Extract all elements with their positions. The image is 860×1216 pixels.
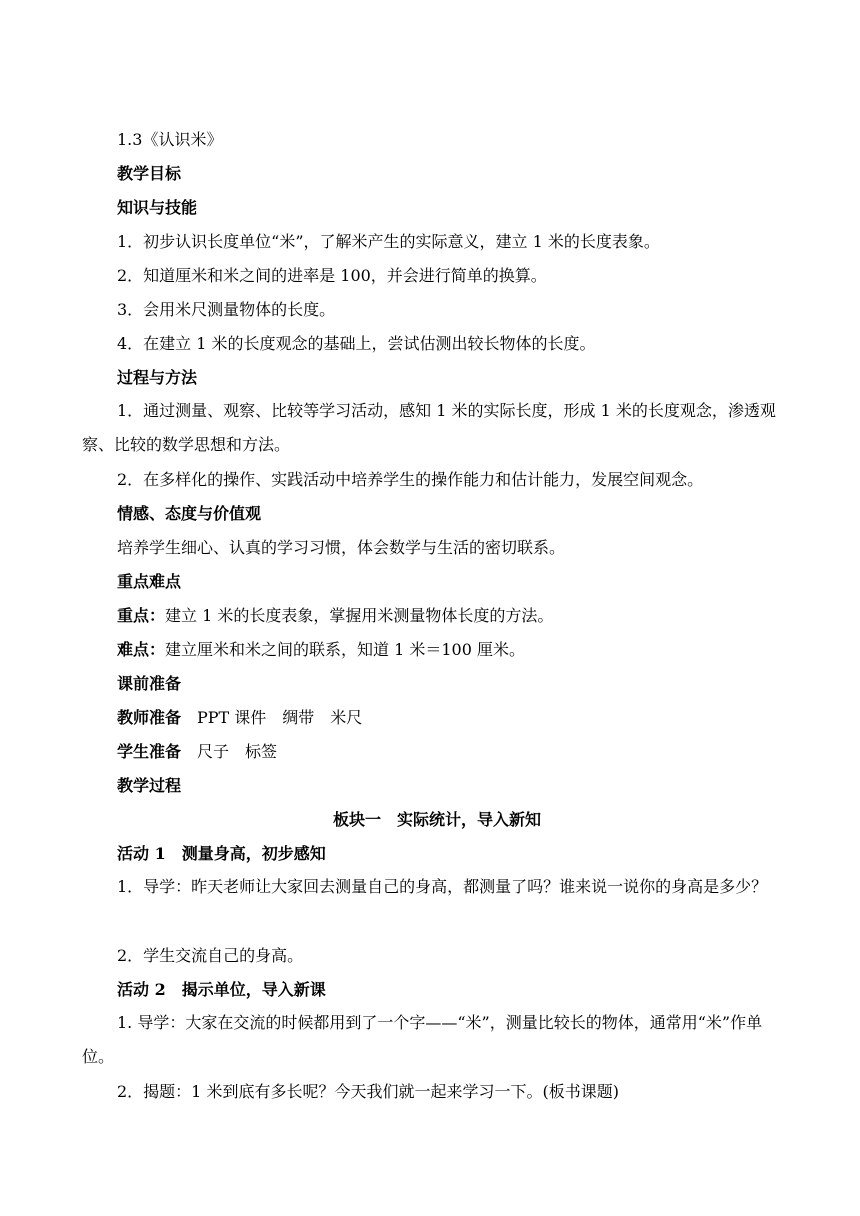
knowledge-item-3: 3．会用米尺测量物体的长度。 — [117, 300, 336, 319]
knowledge-item-1: 1．初步认识长度单位“米”，了解米产生的实际意义，建立 1 米的长度表象。 — [117, 232, 660, 251]
heading-key-points: 重点难点 — [117, 572, 182, 591]
heading-preparation: 课前准备 — [117, 674, 182, 693]
lesson-title: 1.3《认识米》 — [117, 130, 223, 149]
section-heading-1: 板块一 实际统计，导入新知 — [332, 810, 541, 829]
knowledge-item-4: 4．在建立 1 米的长度观念的基础上，尝试估测出较长物体的长度。 — [117, 334, 596, 353]
heading-emotion-values: 情感、态度与价值观 — [117, 504, 262, 523]
activity-2-title: 活动 2 揭示单位，导入新课 — [117, 980, 326, 999]
activity-1-item-2: 2．学生交流自己的身高。 — [117, 946, 304, 965]
student-prep-line — [117, 741, 792, 763]
heading-process-methods: 过程与方法 — [117, 368, 198, 387]
activity-2-item-1: 1. 导学：大家在交流的时候都用到了一个字——“米”，测量比较长的物体，通常用“米”作单位。 — [82, 1013, 763, 1066]
heading-teaching-process: 教学过程 — [117, 776, 182, 795]
activity-2-item-2: 2．揭题：1 米到底有多长呢？今天我们就一起来学习一下。(板书课题) — [117, 1082, 619, 1101]
student-prep-text: 尺子 标签 — [181, 742, 278, 761]
key-point-label: 重点： — [117, 606, 166, 625]
heading-knowledge-skills: 知识与技能 — [117, 198, 198, 217]
difficulty-line — [117, 639, 792, 661]
student-prep-label: 学生准备 — [117, 742, 182, 761]
heading-teaching-goals: 教学目标 — [117, 164, 182, 183]
knowledge-item-2: 2．知道厘米和米之间的进率是 100，并会进行简单的换算。 — [117, 266, 547, 285]
key-point-line — [117, 605, 792, 627]
activity-1-title: 活动 1 测量身高，初步感知 — [117, 844, 326, 863]
teacher-prep-text: PPT 课件 绸带 米尺 — [181, 708, 363, 727]
key-point-text: 建立 1 米的长度表象，掌握用米测量物体长度的方法。 — [165, 606, 554, 625]
difficulty-label: 难点： — [117, 640, 166, 659]
process-item-2: 2．在多样化的操作、实践活动中培养学生的操作能力和估计能力，发展空间观念。 — [117, 470, 704, 489]
difficulty-text: 建立厘米和米之间的联系，知道 1 米＝100 厘米。 — [165, 640, 525, 659]
process-item-1: 1．通过测量、观察、比较等学习活动，感知 1 米的实际长度，形成 1 米的长度观念，渗透观察、比较的数学思想和方法。 — [82, 401, 776, 454]
teacher-prep-line — [117, 707, 792, 729]
activity-1-item-1: 1．导学：昨天老师让大家回去测量自己的身高，都测量了吗？谁来说一说你的身高是多少？ — [117, 877, 768, 896]
emotion-item-1: 培养学生细心、认真的学习习惯，体会数学与生活的密切联系。 — [117, 538, 566, 557]
teacher-prep-label: 教师准备 — [117, 708, 182, 727]
